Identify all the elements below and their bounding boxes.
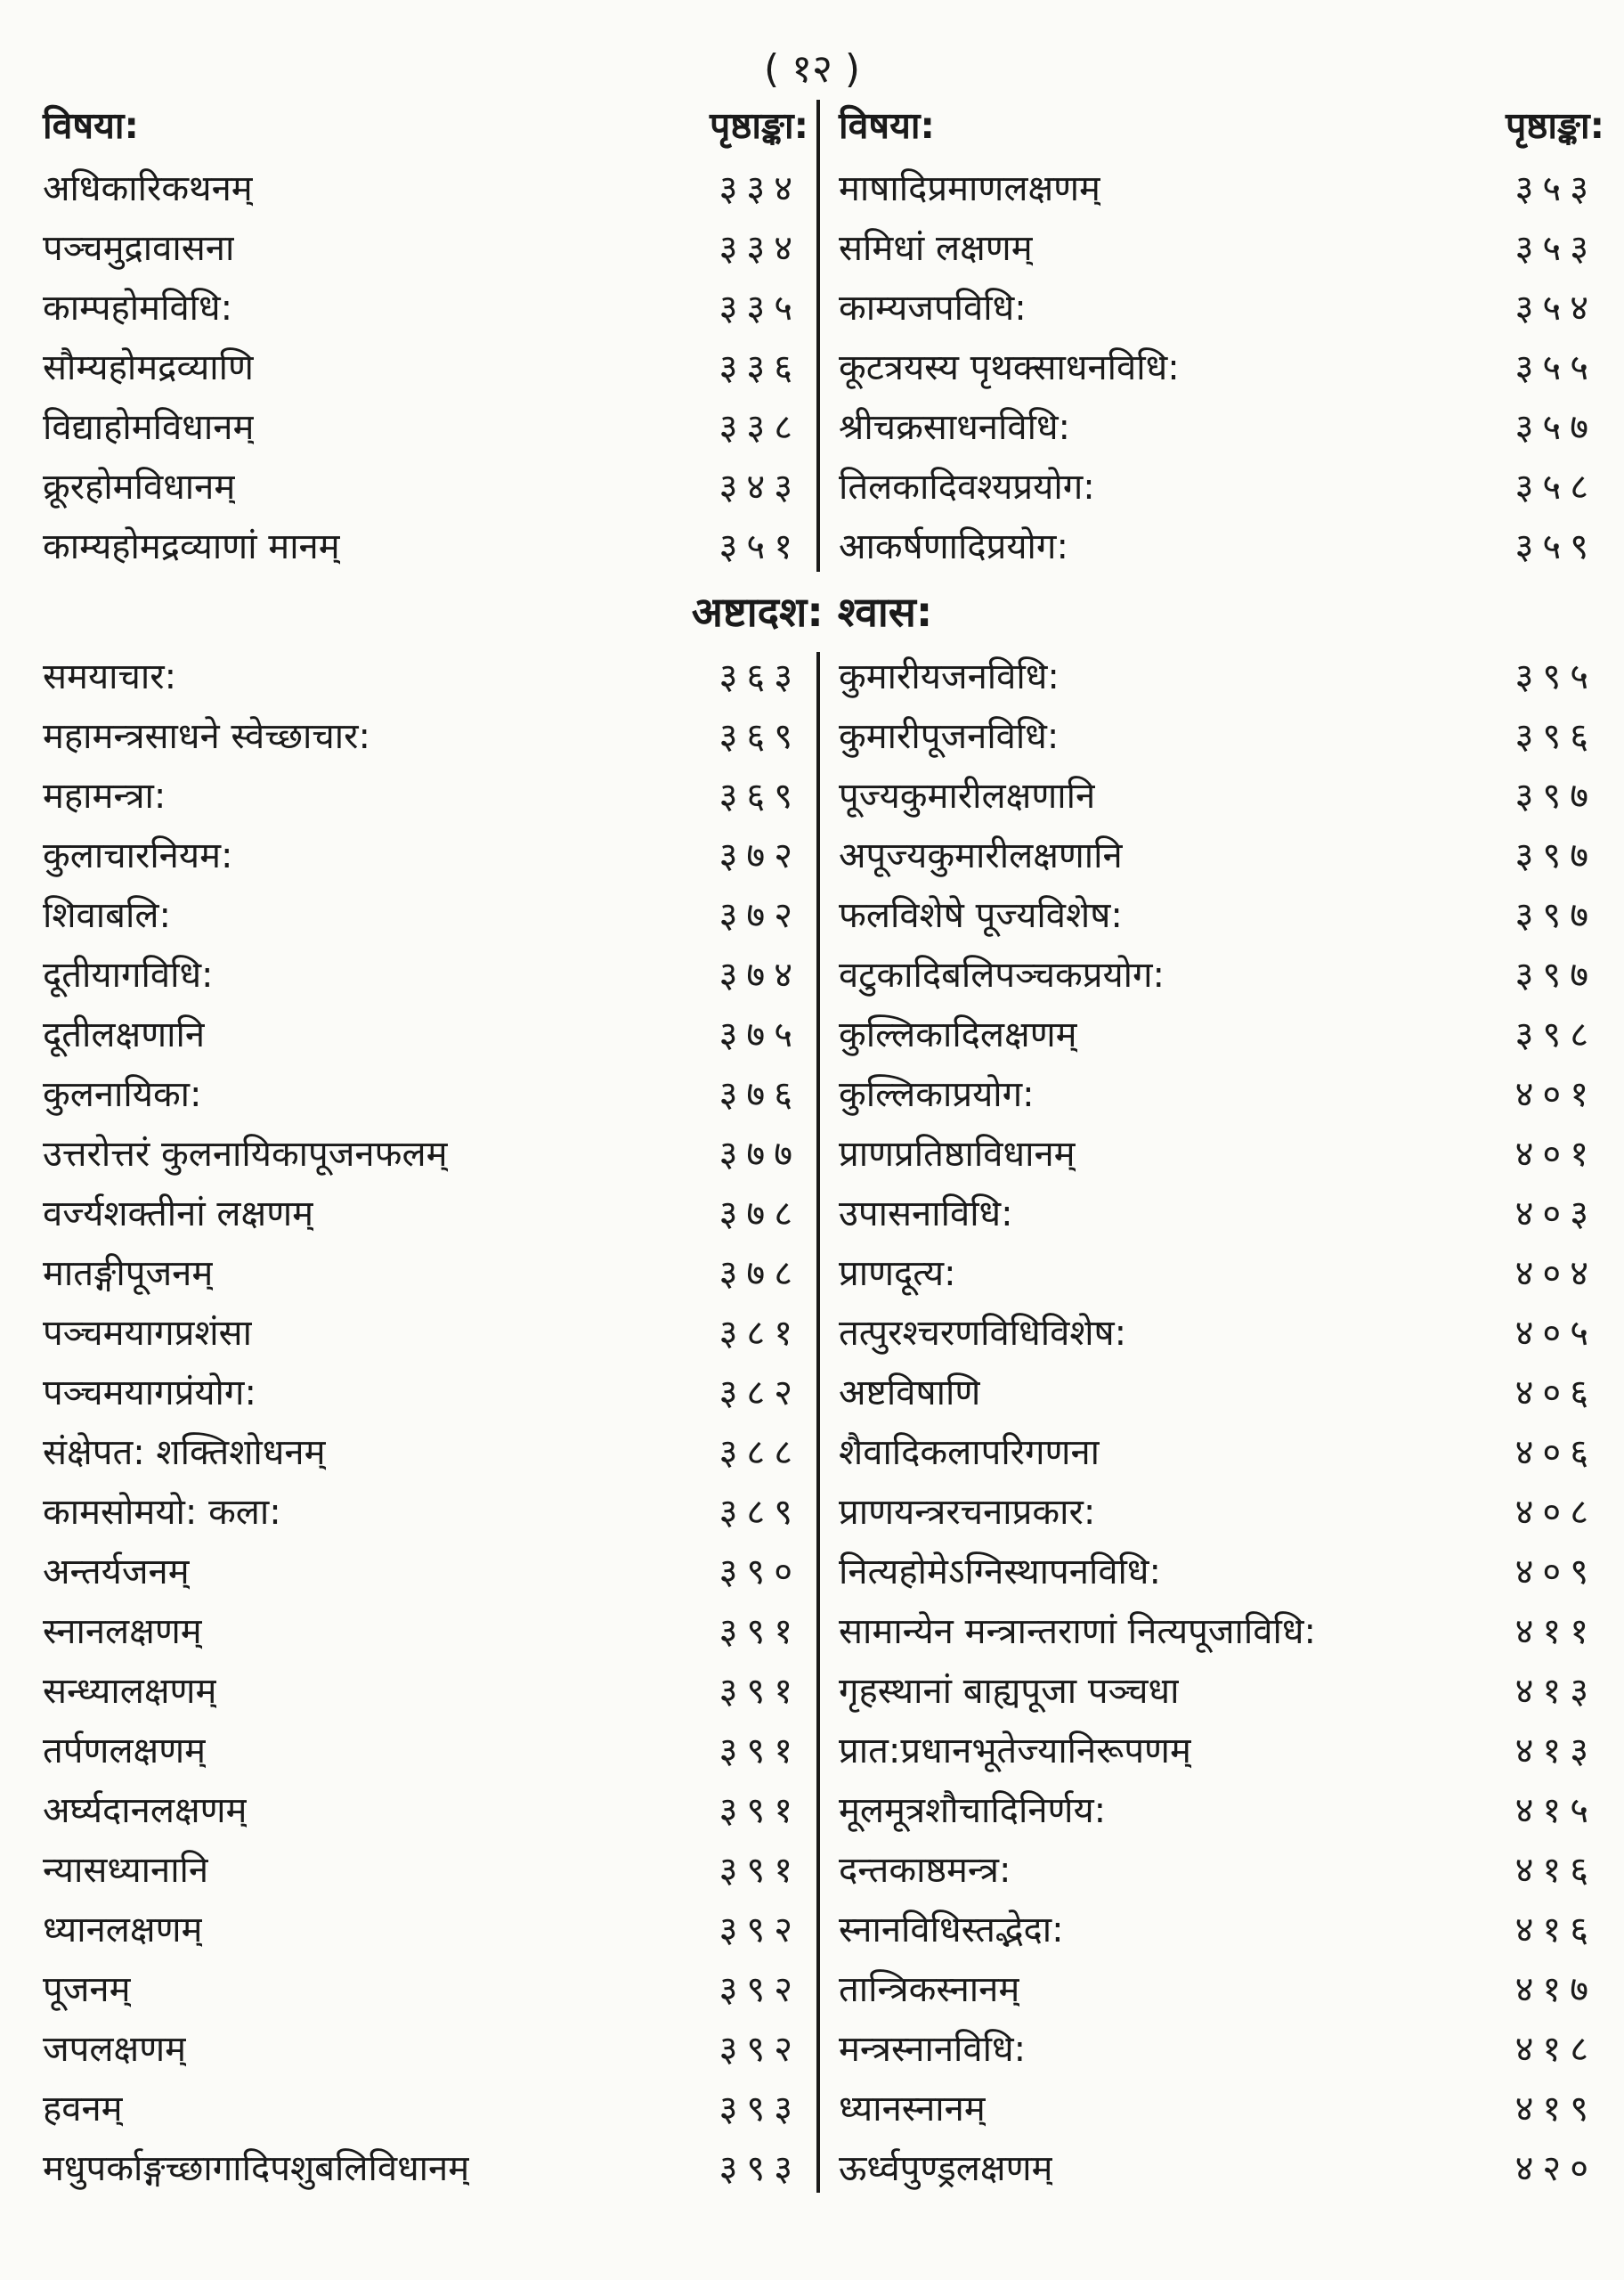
toc-topic: कुमारीयजनविधि: [839, 656, 1060, 697]
toc-topic: मातङ्गीपूजनम् [43, 1253, 214, 1294]
toc-row [839, 157, 1604, 216]
toc-page-number: ३९५ [1514, 656, 1597, 697]
toc-row [43, 1540, 808, 1600]
toc-page-number: ४०५ [1514, 1313, 1597, 1354]
toc-page-number: ३९७ [1514, 835, 1597, 876]
toc-page-number: ३५४ [1514, 288, 1597, 329]
toc-topic: प्रात:प्रधानभूतेज्यानिरूपणम् [839, 1730, 1191, 1771]
toc-row [43, 1421, 808, 1480]
toc-row [839, 2077, 1604, 2137]
toc-topic: विद्याहोमविधानम् [43, 407, 255, 448]
toc-page-number: ४०६ [1514, 1432, 1597, 1473]
toc-page-number: ४२० [1514, 2148, 1597, 2189]
toc-page-number: ३९१ [719, 1850, 801, 1891]
toc-page-number: ३७७ [719, 1134, 801, 1175]
toc-row [839, 1242, 1604, 1301]
toc-topic: कूटत्रयस्य पृथक्साधनविधि: [839, 347, 1180, 388]
toc-topic: कुमारीपूजनविधि: [839, 716, 1060, 757]
toc-topic: पूज्यकुमारीलक्षणानि [839, 776, 1096, 817]
toc-page-number: ४११ [1514, 1611, 1597, 1652]
toc-topic: समिधां लक्षणम् [839, 228, 1033, 269]
toc-page-number: ३९१ [719, 1671, 801, 1712]
toc-topic: काम्पहोमविधि: [43, 288, 233, 329]
toc-page-number: ३७२ [719, 835, 801, 876]
toc-topic: मूलमूत्रशौचादिनिर्णय: [839, 1790, 1107, 1831]
toc-page-number: ३४३ [719, 467, 801, 508]
toc-page-number: ३५५ [1514, 347, 1597, 388]
toc-topic: महामन्त्रा: [43, 776, 166, 817]
toc-row [839, 1898, 1604, 1958]
right-column-main [839, 645, 1604, 2196]
toc-row [839, 1003, 1604, 1063]
toc-topic: काम्यजपविधि: [839, 288, 1027, 329]
toc-topic: काम्यहोमद्रव्याणां मानम् [43, 526, 340, 567]
toc-row [43, 1122, 808, 1182]
toc-row [839, 216, 1604, 276]
toc-row [839, 1958, 1604, 2017]
toc-page-number: ४०८ [1514, 1492, 1597, 1533]
toc-row [839, 764, 1604, 824]
toc-row [839, 1421, 1604, 1480]
toc-topic: पञ्चमयागप्रशंसा [43, 1313, 252, 1354]
toc-page-number: ३३८ [719, 407, 801, 448]
toc-page-number: ३३४ [719, 228, 801, 269]
toc-row [839, 1063, 1604, 1122]
toc-topic: समयाचार: [43, 656, 177, 697]
toc-row [43, 1659, 808, 1719]
toc-row [43, 1242, 808, 1301]
toc-row [43, 1301, 808, 1361]
toc-topic: वटुकादिबलिपञ्चकप्रयोग: [839, 955, 1165, 996]
toc-row [43, 1719, 808, 1779]
toc-row [43, 2077, 808, 2137]
toc-topic: वर्ज्यशक्तीनां लक्षणम् [43, 1193, 314, 1234]
toc-page-number: ४०९ [1514, 1551, 1597, 1592]
toc-row [839, 1361, 1604, 1421]
toc-page-number: ३९७ [1514, 776, 1597, 817]
toc-topic: संक्षेपत: शक्तिशोधनम् [43, 1432, 326, 1473]
toc-page-number: ३६९ [719, 776, 801, 817]
toc-page-number: ३९७ [1514, 895, 1597, 936]
page-number: ( १२ ) [763, 46, 861, 92]
toc-page-number: ४१८ [1514, 2029, 1597, 2070]
toc-row [839, 1659, 1604, 1719]
header-page-label: पृष्ठाङ्का: [1505, 104, 1604, 147]
toc-topic: तत्पुरश्चरणविधिविशेष: [839, 1313, 1127, 1354]
toc-page-number: ३५९ [1514, 526, 1597, 567]
toc-page-number: ३७६ [719, 1074, 801, 1115]
toc-page-number: ४१६ [1514, 1850, 1597, 1891]
header-topic-label: विषया: [839, 104, 935, 147]
toc-page-number: ३७२ [719, 895, 801, 936]
toc-row [43, 395, 808, 455]
toc-topic: कुलाचारनियम: [43, 835, 233, 876]
toc-row [839, 1182, 1604, 1242]
toc-row [43, 1003, 808, 1063]
toc-page-number: ३७४ [719, 955, 801, 996]
toc-page-number: ३९१ [719, 1730, 801, 1771]
toc-topic: गृहस्थानां बाह्यपूजा पञ्चधा [839, 1671, 1180, 1712]
toc-topic: हवनम् [43, 2089, 123, 2129]
toc-topic: न्यासध्यानानि [43, 1850, 209, 1891]
left-column-main [43, 645, 808, 2196]
toc-row [43, 336, 808, 395]
toc-topic: जपलक्षणम् [43, 2029, 187, 2070]
toc-topic: ध्यानलक्षणम् [43, 1910, 203, 1950]
toc-topic: नित्यहोमेऽग्निस्थापनविधि: [839, 1551, 1161, 1592]
toc-page-number: ४१३ [1514, 1671, 1597, 1712]
toc-topic: कुलनायिका: [43, 1074, 202, 1115]
toc-page-number: ४१३ [1514, 1730, 1597, 1771]
toc-topic: ध्यानस्नानम् [839, 2089, 986, 2129]
toc-row [839, 1301, 1604, 1361]
toc-row [43, 884, 808, 943]
toc-topic: स्नानलक्षणम् [43, 1611, 202, 1652]
toc-row [839, 2017, 1604, 2077]
toc-topic: दूतीयागविधि: [43, 955, 214, 996]
toc-row [43, 2017, 808, 2077]
toc-topic: सन्ध्यालक्षणम् [43, 1671, 217, 1712]
toc-page-number: ३९१ [719, 1790, 801, 1831]
toc-topic: कुल्लिकाप्रयोग: [839, 1074, 1035, 1115]
toc-page-number: ३९६ [1514, 716, 1597, 757]
toc-topic: पञ्चमयागप्रंयोग: [43, 1372, 256, 1413]
toc-row [839, 336, 1604, 395]
toc-topic: मन्त्रस्नानविधि: [839, 2029, 1027, 2070]
toc-row [43, 515, 808, 574]
toc-page-number: ३६९ [719, 716, 801, 757]
toc-page-number: ३९२ [719, 2029, 801, 2070]
toc-page-number: ३८१ [719, 1313, 801, 1354]
toc-row [839, 455, 1604, 515]
toc-topic: शैवादिकलापरिगणना [839, 1432, 1100, 1473]
toc-topic: अपूज्यकुमारीलक्षणानि [839, 835, 1123, 876]
toc-row [43, 157, 808, 216]
toc-row [839, 1480, 1604, 1540]
toc-row [43, 216, 808, 276]
toc-row [43, 1898, 808, 1958]
toc-topic: उपासनाविधि: [839, 1193, 1013, 1234]
toc-row [43, 764, 808, 824]
toc-page-number: ४०६ [1514, 1372, 1597, 1413]
toc-page-number: ३८२ [719, 1372, 801, 1413]
toc-row [43, 1838, 808, 1898]
toc-page-number: ३९७ [1514, 955, 1597, 996]
header-page-label: पृष्ठाङ्का: [709, 104, 808, 147]
toc-row [839, 1719, 1604, 1779]
toc-row [839, 824, 1604, 884]
toc-row [43, 1600, 808, 1659]
toc-page-number: ३७८ [719, 1253, 801, 1294]
toc-page-number: ३६३ [719, 656, 801, 697]
column-header-right [839, 93, 1604, 157]
toc-row [839, 943, 1604, 1003]
toc-page-number: ३९३ [719, 2148, 801, 2189]
toc-page-number: ३३४ [719, 168, 801, 209]
toc-row [43, 1779, 808, 1838]
toc-row [839, 884, 1604, 943]
toc-topic: मधुपर्काङ्गच्छागादिपशुबलिविधानम् [43, 2148, 470, 2189]
toc-row [43, 276, 808, 336]
toc-page-number: ४०४ [1514, 1253, 1597, 1294]
toc-topic: तर्पणलक्षणम् [43, 1730, 207, 1771]
toc-page-number: ३५३ [1514, 168, 1597, 209]
toc-topic: माषादिप्रमाणलक्षणम् [839, 168, 1100, 209]
toc-row [839, 1122, 1604, 1182]
toc-topic: स्नानविधिस्तद्भेदा: [839, 1910, 1064, 1950]
toc-row [43, 1958, 808, 2017]
column-divider-top [816, 100, 820, 572]
toc-topic: उत्तरोत्तरं कुलनायिकापूजनफलम् [43, 1134, 448, 1175]
toc-page-number: ४०३ [1514, 1193, 1597, 1234]
toc-page-number: ३५७ [1514, 407, 1597, 448]
toc-page-number: ३३६ [719, 347, 801, 388]
toc-topic: महामन्त्रसाधने स्वेच्छाचार: [43, 716, 370, 757]
section-heading: अष्टादश: श्वास: [691, 588, 933, 636]
toc-topic: प्राणप्रतिष्ठाविधानम् [839, 1134, 1076, 1175]
toc-row [43, 2137, 808, 2196]
toc-topic: दूतीलक्षणानि [43, 1014, 206, 1055]
toc-topic: तान्त्रिकस्नानम् [839, 1969, 1020, 2010]
left-column-top [43, 93, 808, 574]
toc-row [839, 1540, 1604, 1600]
toc-page-number: ४१५ [1514, 1790, 1597, 1831]
toc-row [43, 455, 808, 515]
toc-page-number: ४१७ [1514, 1969, 1597, 2010]
toc-row [839, 1838, 1604, 1898]
toc-row [839, 2137, 1604, 2196]
toc-row [839, 276, 1604, 336]
toc-page-number: ३८९ [719, 1492, 801, 1533]
toc-row [839, 395, 1604, 455]
toc-page-number: ३९२ [719, 1969, 801, 2010]
toc-topic: श्रीचक्रसाधनविधि: [839, 407, 1071, 448]
toc-row [839, 515, 1604, 574]
toc-row [43, 1182, 808, 1242]
toc-page-number: ३९२ [719, 1910, 801, 1950]
toc-topic: फलविशेषे पूज्यविशेष: [839, 895, 1123, 936]
toc-page-number: ४१६ [1514, 1910, 1597, 1950]
toc-row [43, 1361, 808, 1421]
column-header-left [43, 93, 808, 157]
toc-row [43, 645, 808, 704]
toc-topic: शिवाबलि: [43, 895, 171, 936]
toc-page-number: ३७८ [719, 1193, 801, 1234]
toc-row [43, 943, 808, 1003]
toc-page-number: ३५३ [1514, 228, 1597, 269]
toc-topic: तिलकादिवश्यप्रयोग: [839, 467, 1095, 508]
toc-topic: सामान्येन मन्त्रान्तराणां नित्यपूजाविधि: [839, 1611, 1316, 1652]
toc-topic: अधिकारिकथनम् [43, 168, 253, 209]
toc-page-number: ४०१ [1514, 1074, 1597, 1115]
toc-row [839, 645, 1604, 704]
toc-topic: अष्टविषाणि [839, 1372, 981, 1413]
column-divider-main [816, 652, 820, 2193]
toc-topic: अर्घ्यदानलक्षणम् [43, 1790, 248, 1831]
toc-page-number: ३९८ [1514, 1014, 1597, 1055]
toc-page-number: ४०१ [1514, 1134, 1597, 1175]
toc-row [43, 1063, 808, 1122]
right-column-top [839, 93, 1604, 574]
toc-topic: अन्तर्यजनम् [43, 1551, 190, 1592]
toc-row [839, 704, 1604, 764]
toc-topic: दन्तकाष्ठमन्त्र: [839, 1850, 1011, 1891]
toc-page-number: ३३५ [719, 288, 801, 329]
toc-row [839, 1779, 1604, 1838]
toc-topic: पञ्चमुद्रावासना [43, 228, 235, 269]
toc-topic: प्राणयन्त्ररचनाप्रकार: [839, 1492, 1096, 1533]
toc-topic: कुल्लिकादिलक्षणम् [839, 1014, 1077, 1055]
toc-page-number: ३९० [719, 1551, 801, 1592]
toc-row [839, 1600, 1604, 1659]
toc-page-number: ३५१ [719, 526, 801, 567]
toc-topic: क्रूरहोमविधानम् [43, 467, 236, 508]
toc-page-number: ४१९ [1514, 2089, 1597, 2129]
toc-topic: सौम्यहोमद्रव्याणि [43, 347, 254, 388]
toc-topic: आकर्षणादिप्रयोग: [839, 526, 1068, 567]
toc-page-number: ३७५ [719, 1014, 801, 1055]
toc-page-number: ३८८ [719, 1432, 801, 1473]
toc-topic: ऊर्ध्वपुण्ड्रलक्षणम् [839, 2148, 1053, 2189]
toc-page-number: ३५८ [1514, 467, 1597, 508]
toc-topic: कामसोमयो: कला: [43, 1492, 281, 1533]
toc-row [43, 824, 808, 884]
toc-row [43, 704, 808, 764]
header-topic-label: विषया: [43, 104, 139, 147]
toc-page-number: ३९३ [719, 2089, 801, 2129]
toc-row [43, 1480, 808, 1540]
toc-topic: प्राणदूत्य: [839, 1253, 956, 1294]
toc-topic: पूजनम् [43, 1969, 131, 2010]
toc-page-number: ३९१ [719, 1611, 801, 1652]
